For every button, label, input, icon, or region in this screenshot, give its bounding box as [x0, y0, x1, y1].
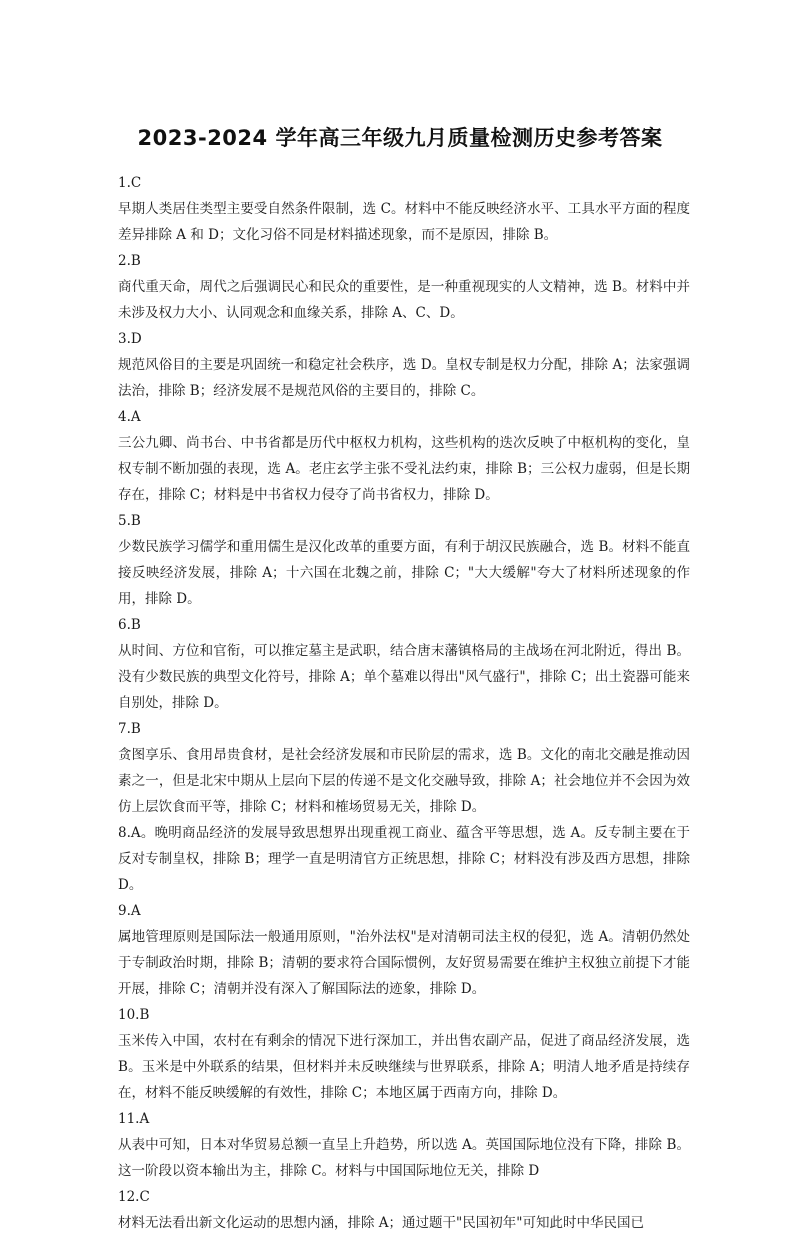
answer-item-8 — [118, 820, 690, 898]
answer-number: 12.C — [118, 1189, 150, 1205]
answer-explanation: 早期人类居住类型主要受自然条件限制，选 C。材料中不能反映经济水平、工具水平方面的程度差异排除 A 和 D；文化习俗不同是材料描述现象，而不是原因，排除 B。 — [118, 201, 690, 243]
answer-item-10 — [118, 1002, 690, 1106]
answer-item-7 — [118, 716, 690, 820]
answer-explanation: 贪图享乐、食用昂贵食材，是社会经济发展和市民阶层的需求，选 B。文化的南北交融是推动因素之一，但是北宋中期从上层向下层的传递不是文化交融导致，排除 A；社会地位并不会因为效仿上层饮食而平等，排除 C；材料和榷场贸易无关，排除 D。 — [118, 747, 690, 815]
answer-number: 3.D — [118, 331, 142, 347]
answer-item-9 — [118, 898, 690, 1002]
answer-explanation: 商代重天命，周代之后强调民心和民众的重要性，是一种重视现实的人文精神，选 B。材料中并未涉及权力大小、认同观念和血缘关系，排除 A、C、D。 — [118, 279, 690, 321]
answer-item-2 — [118, 248, 690, 326]
answer-explanation: 从时间、方位和官衔，可以推定墓主是武职，结合唐末藩镇格局的主战场在河北附近，得出 B。没有少数民族的典型文化符号，排除 A；单个墓难以得出"风气盛行"，排除 C；出土瓷器可能来自别处，排除 D。 — [118, 643, 690, 711]
answer-explanation: 规范风俗目的主要是巩固统一和稳定社会秩序，选 D。皇权专制是权力分配，排除 A；法家强调法治，排除 B；经济发展不是规范风俗的主要目的，排除 C。 — [118, 357, 690, 399]
answer-number: 5.B — [118, 513, 141, 529]
answer-item-1 — [118, 170, 690, 248]
answer-explanation: 从表中可知，日本对华贸易总额一直呈上升趋势，所以选 A。英国国际地位没有下降，排除 B。这一阶段以资本输出为主，排除 C。材料与中国国际地位无关，排除 D — [118, 1137, 690, 1179]
answer-number: 4.A — [118, 409, 141, 425]
answer-explanation: 材料无法看出新文化运动的思想内涵，排除 A；通过题干"民国初年"可知此时中华民国已 — [118, 1215, 644, 1231]
answer-number: 8.A。 — [118, 825, 155, 841]
answer-number: 6.B — [118, 617, 141, 633]
answer-list — [118, 170, 690, 1236]
answer-item-5 — [118, 508, 690, 612]
answer-explanation: 属地管理原则是国际法一般通用原则，"治外法权"是对清朝司法主权的侵犯，选 A。清朝仍然处于专制政治时期，排除 B；清朝的要求符合国际惯例，友好贸易需要在维护主权独立前提下才能开展，排除 C；清朝并没有深入了解国际法的迹象，排除 D。 — [118, 929, 690, 997]
document-title: 2023-2024 学年高三年级九月质量检测历史参考答案 — [137, 126, 663, 150]
answer-number: 10.B — [118, 1007, 150, 1023]
answer-explanation: 三公九卿、尚书台、中书省都是历代中枢权力机构，这些机构的迭次反映了中枢机构的变化，皇权专制不断加强的表现，选 A。老庄玄学主张不受礼法约束，排除 B；三公权力虚弱，但是长期存在，排除 C；材料是中书省权力侵夺了尚书省权力，排除 D。 — [118, 435, 690, 503]
answer-item-12 — [118, 1184, 690, 1236]
answer-number: 1.C — [118, 175, 142, 191]
answer-item-6 — [118, 612, 690, 716]
answer-item-11 — [118, 1106, 690, 1184]
answer-explanation: 晚明商品经济的发展导致思想界出现重视工商业、蕴含平等思想，选 A。反专制主要在于反对专制皇权，排除 B；理学一直是明清官方正统思想，排除 C；材料没有涉及西方思想，排除 D。 — [118, 825, 690, 893]
answer-item-4 — [118, 404, 690, 508]
answer-number: 9.A — [118, 903, 141, 919]
answer-explanation: 玉米传入中国，农村在有剩余的情况下进行深加工，并出售农副产品，促进了商品经济发展，选 B。玉米是中外联系的结果，但材料并未反映继续与世界联系，排除 A；明清人地矛盾是持续存在，材料不能反映缓解的有效性，排除 C；本地区属于西南方向，排除 D。 — [118, 1033, 690, 1101]
answer-explanation: 少数民族学习儒学和重用儒生是汉化改革的重要方面，有利于胡汉民族融合，选 B。材料不能直接反映经济发展，排除 A；十六国在北魏之前，排除 C；"大大缓解"夸大了材料所述现象的作用，排除 D。 — [118, 539, 690, 607]
answer-number: 7.B — [118, 721, 141, 737]
answer-number: 11.A — [118, 1111, 150, 1127]
answer-number: 2.B — [118, 253, 141, 269]
answer-item-3 — [118, 326, 690, 404]
